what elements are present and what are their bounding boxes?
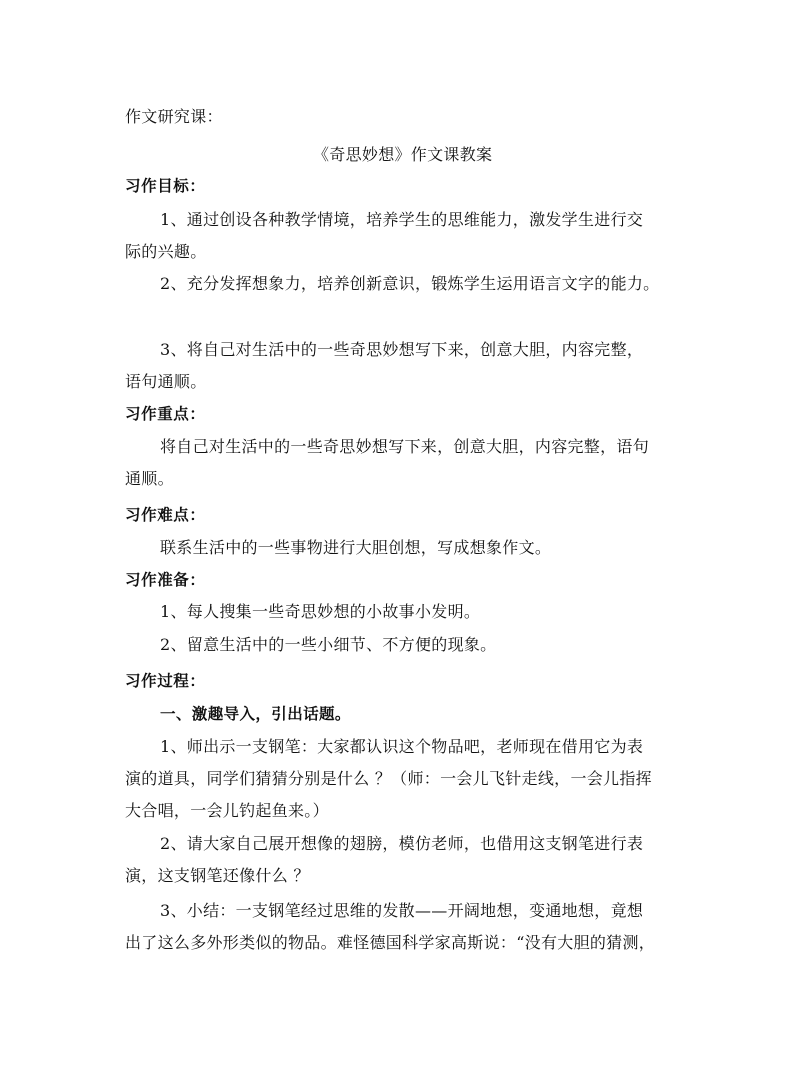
goal-item-2-line-1: 2、充分发挥想象力，培养创新意识，锻炼学生运用语言文字的能力。 — [160, 274, 660, 293]
process-step-2-line-1: 2、请大家自己展开想像的翅膀，模仿老师，也借用这支钢笔进行表 — [160, 834, 644, 853]
document-header: 作文研究课： — [125, 107, 223, 126]
difficulties-heading: 习作难点： — [125, 506, 206, 524]
preparation-item-2: 2、留意生活中的一些小细节、不方便的现象。 — [160, 635, 497, 654]
process-step-1-line-3: 大合唱，一会儿钓起鱼来。） — [125, 801, 329, 820]
goal-item-1-line-2: 际的兴趣。 — [125, 242, 207, 261]
process-step-2-line-2: 演，这支钢笔还像什么 ？ — [125, 866, 310, 885]
process-step-1-line-1: 1、师出示一支钢笔：大家都认识这个物品吧，老师现在借用它为表 — [160, 737, 644, 756]
key-points-line-2: 通顺。 — [125, 469, 174, 488]
goals-heading: 习作目标： — [125, 177, 206, 195]
process-heading: 习作过程： — [125, 672, 206, 690]
process-section-1-title: 一、激趣导入，引出话题。 — [160, 705, 351, 723]
key-points-heading: 习作重点： — [125, 405, 206, 423]
preparation-heading: 习作准备： — [125, 571, 206, 589]
process-step-3-line-2: 出了这么多外形类似的物品。难怪德国科学家高斯说：“没有大胆的猜测， — [125, 933, 656, 952]
difficulties-line-1: 联系生活中的一些事物进行大胆创想，写成想象作文。 — [160, 538, 552, 557]
goal-item-3-line-2: 语句通顺。 — [125, 372, 207, 391]
goal-item-1-line-1: 1、通过创设各种教学情境，培养学生的思维能力，激发学生进行交 — [160, 210, 644, 229]
document-title: 《奇思妙想》作文课教案 — [313, 145, 493, 164]
goal-item-3-line-1: 3、将自己对生活中的一些奇思妙想写下来，创意大胆，内容完整， — [160, 340, 644, 359]
preparation-item-1: 1、每人搜集一些奇思妙想的小故事小发明。 — [160, 602, 481, 621]
process-step-1-line-2: 演的道具，同学们猜猜分别是什么 ？（师：一会儿飞针走线，一会儿指挥 — [125, 769, 652, 788]
key-points-line-1: 将自己对生活中的一些奇思妙想写下来，创意大胆，内容完整，语句 — [160, 437, 650, 456]
process-step-3-line-1: 3、小结：一支钢笔经过思维的发散——开阔地想，变通地想，竟想 — [160, 901, 644, 920]
